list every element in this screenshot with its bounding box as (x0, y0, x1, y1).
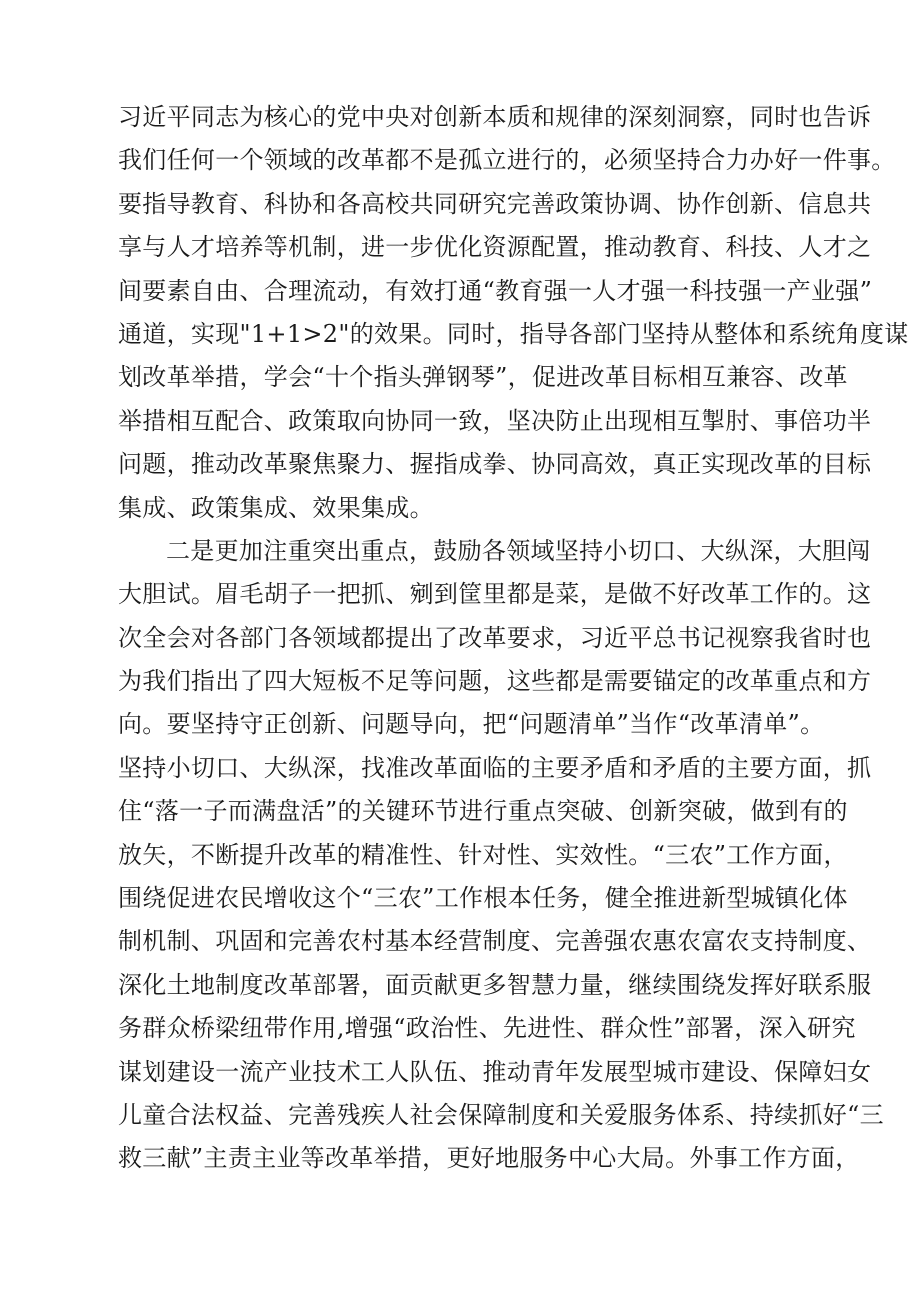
text-line: 深化土地制度改革部署，面贡献更多智慧力量，继续围绕发挥好联系服 (118, 970, 872, 999)
text-line: 间要素自由、合理流动，有效打通“教育强一人才强一科技强一产业强” (118, 276, 873, 305)
paragraph-1 (118, 96, 909, 530)
text-line: 二是更加注重突出重点，鼓励各领域坚持小切口、大纵深，大胆闯 (166, 536, 871, 565)
text-line: 集成、政策集成、效果集成。 (118, 493, 434, 522)
text-line: 习近平同志为核心的党中央对创新本质和规律的深刻洞察，同时也告诉 (118, 103, 872, 131)
text-line: 放矢，不断提升改革的精准性、针对性、实效性。“三农”工作方面， (118, 840, 848, 869)
text-line: 享与人才培养等机制，进一步优化资源配置，推动教育、科技、人才之 (118, 233, 872, 262)
text-line: 我们任何一个领域的改革都不是孤立进行的，必须坚持合力办好一件事。 (118, 146, 896, 175)
text-line: 向。要坚持守正创新、问题导向，把“问题清单”当作“改革清单”。 (118, 710, 825, 739)
text-line: 要指导教育、科协和各高校共同研究完善政策协调、协作创新、信息共 (118, 189, 872, 218)
text-line: 住“落一子而满盘活”的关键环节进行重点突破、创新突破，做到有的 (118, 797, 848, 826)
text-line: 儿童合法权益、完善残疾人社会保障制度和关爱服务体系、持续抓好“三 (118, 1100, 884, 1129)
text-line: 举措相互配合、政策取向协同一致，坚决防止出现相互掣肘、事倍功半 (118, 406, 872, 435)
text-line: 通道，实现"1+1>2"的效果。同时，指导各部门坚持从整体和系统角度谋 (118, 319, 909, 348)
text-line: 谋划建设一流产业技术工人队伍、推动青年发展型城市建设、保障妇女 (118, 1057, 872, 1086)
text-line: 大胆试。眉毛胡子一把抓、剜到筐里都是菜，是做不好改革工作的。这 (118, 580, 872, 609)
paragraph-2 (118, 530, 884, 1181)
text-line: 围绕促进农民增收这个“三农”工作根本任务，健全推进新型城镇化体 (118, 884, 848, 913)
text-line: 划改革举措，学会“十个指头弹钢琴”，促进改革目标相互兼容、改革 (118, 363, 848, 392)
text-line: 次全会对各部门各领域都提出了改革要求，习近平总书记视察我省时也 (118, 623, 872, 652)
text-line: 问题，推动改革聚焦聚力、握指成拳、协同高效，真正实现改革的目标 (118, 450, 872, 479)
text-line: 务群众桥梁纽带作用,增强“政治性、先进性、群众性”部署，深入研究 (118, 1014, 856, 1043)
text-line: 坚持小切口、大纵深，找准改革面临的主要矛盾和矛盾的主要方面，抓 (118, 753, 872, 782)
document-body (118, 96, 909, 1181)
text-line: 救三献”主责主业等改革举措，更好地服务中心大局。外事工作方面， (118, 1144, 860, 1173)
text-line: 为我们指出了四大短板不足等问题，这些都是需要锚定的改革重点和方 (118, 667, 872, 696)
text-line: 制机制、巩固和完善农村基本经营制度、完善强农惠农富农支持制度、 (118, 927, 872, 956)
